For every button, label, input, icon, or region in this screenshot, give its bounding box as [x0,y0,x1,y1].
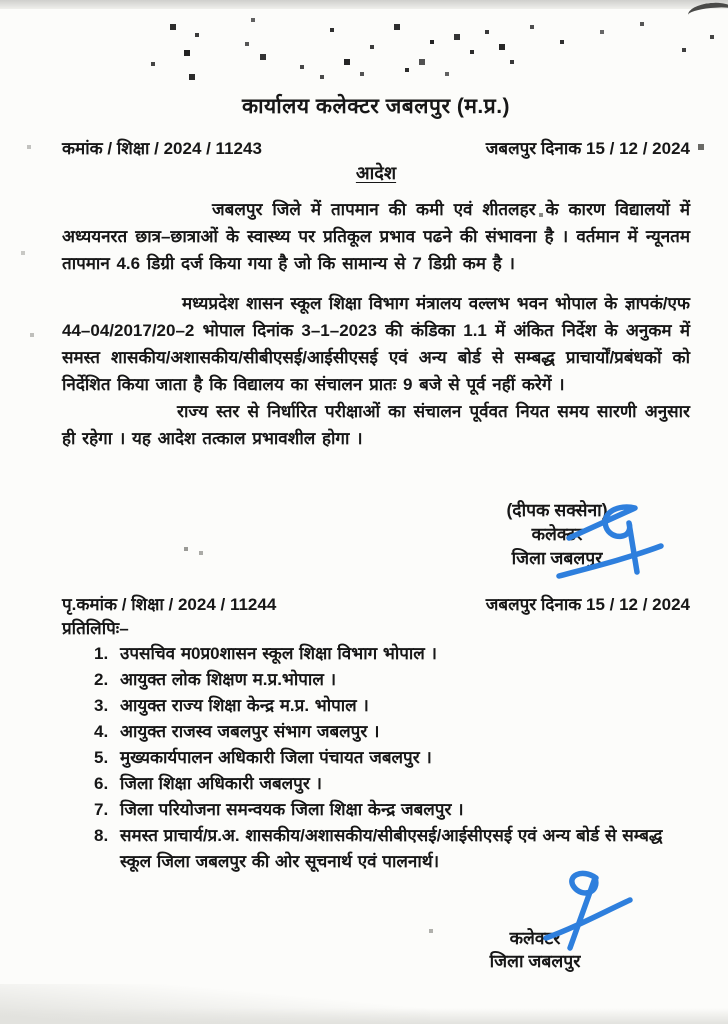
recipient-number: 5. [94,748,109,767]
recipient-text: जिला परियोजना समन्वयक जिला शिक्षा केन्द्र जबलपुर । [120,800,464,819]
letterhead-title: कार्यालय कलेक्टर जबलपुर (म.प्र.) [241,95,511,118]
recipient-row [62,745,690,771]
ref-number: कमांक / शिक्षा / 2024 / 11243 [62,139,262,158]
endorsement-signatory-block [440,927,630,973]
recipient-text: आयुक्त राज्य शिक्षा केन्द्र म.प्र. भोपाल । [120,696,369,715]
order-paragraph-1: जबलपुर जिले में तापमान की कमी एवं शीतलहर के कारण विद्यालयों में अध्ययनरत छात्र–छात्राओं के स्वास्थ्य पर प्रतिकूल प्रभाव पढने की संभावना है । वर्तमान में न्यूनतम तापमान 4.6 डिग्री दर्ज किया गया है जो कि सामान्य से 7 डिग्री कम है । [62,200,690,273]
endorsement-signatory-district: जिला जबलपुर [489,951,581,971]
scan-bottom-edge [0,1008,728,1024]
recipient-row [62,823,690,875]
recipient-number: 1. [94,644,109,663]
recipient-text: मुख्यकार्यपालन अधिकारी जिला पंचायत जबलपुर । [120,748,432,767]
copy-list-label: प्रतिलिपिः– [62,619,129,638]
endorsement-signatory-designation: कलेक्टर [509,928,561,948]
scan-noise-speckles [0,0,2,2]
place-date: जबलपुर दिनाक 15 / 12 / 2024 [485,139,690,158]
recipient-number: 2. [94,670,109,689]
order-paragraph-3: राज्य स्तर से निर्धारित परीक्षाओं का संचालन पूर्ववत नियत समय सारणी अनुसार ही रहेगा । यह आदेश तत्काल प्रभावशील होगा । [62,402,690,448]
recipient-text: आयुक्त राजस्व जबलपुर संभाग जबलपुर । [120,722,380,741]
order-paragraph-2: मध्यप्रदेश शासन स्कूल शिक्षा विभाग मंत्रालय वल्लभ भवन भोपाल के ज्ञापकं/एफ 44–04/2017/20–2 भोपाल दिनांक 3–1–2023 की कंडिका 1.1 में अंकित निर्देश के अनुकम में समस्त शासकीय/अशासकीय/सीबीएसई/आईसीएसई एवं अन्य बोर्ड से सम्बद्ध प्राचार्यों/प्रबंधकों को निर्देशित किया जाता है कि विद्यालय का संचालन प्रातः 9 बजे से पूर्व नहीं करेगें । [62,294,690,394]
recipient-row [62,641,690,667]
recipient-row [62,693,690,719]
endorsement-place-date: जबलपुर दिनाक 15 / 12 / 2024 [485,595,690,614]
signatory-district: जिला जबलपुर [511,548,603,568]
signatory-name: (दीपक सक्सेना) [506,500,608,520]
recipient-number: 4. [94,722,109,741]
recipient-number: 8. [94,826,109,845]
endorsement-ref-number: पृ.कमांक / शिक्षा / 2024 / 11244 [62,595,277,614]
recipient-text: जिला शिक्षा अधिकारी जबलपुर । [120,774,322,793]
scan-top-edge [0,0,728,9]
order-heading: आदेश [355,163,397,183]
recipient-row [62,667,690,693]
signatory-designation: कलेक्टर [531,524,583,544]
recipient-text: उपसचिव म0प्र0शासन स्कूल शिक्षा विभाग भोपाल । [120,644,438,663]
recipient-list [62,641,690,875]
recipient-row [62,797,690,823]
document-body [62,92,690,973]
recipient-number: 6. [94,774,109,793]
recipient-text: आयुक्त लोक शिक्षण म.प्र.भोपाल । [120,670,337,689]
signatory-block [442,498,672,570]
endorsement-reference-row [62,592,690,615]
recipient-number: 3. [94,696,109,715]
recipient-number: 7. [94,800,109,819]
recipient-row [62,771,690,797]
recipient-row [62,719,690,745]
recipient-text: समस्त प्राचार्य/प्र.अ. शासकीय/अशासकीय/सीबीएसई/आईसीएसई एवं अन्य बोर्ड से सम्बद्ध स्कूल जिला जबलपुर की ओर सूचनार्थ एवं पालनार्थ। [120,826,663,871]
reference-row [62,136,690,159]
